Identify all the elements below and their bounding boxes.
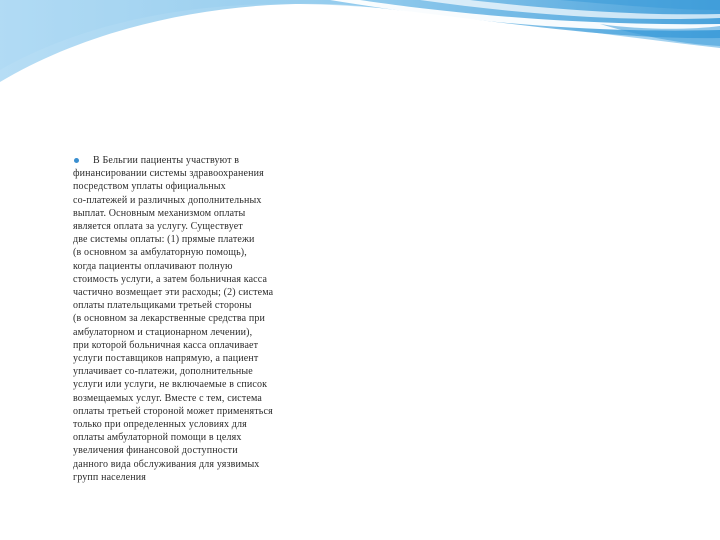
text-line: оплаты третьей стороной может применяться xyxy=(73,405,273,417)
text-line: уплачивает со-платежи, дополнительные xyxy=(73,366,253,378)
text-line: оплаты плательщиками третьей стороны xyxy=(73,300,252,312)
body-text-block xyxy=(73,154,315,484)
text-line: выплат. Основным механизмом оплаты xyxy=(73,207,246,219)
text-line: (в основном за лекарственные средства при xyxy=(73,313,266,325)
text-line: является оплата за услугу. Существует xyxy=(73,221,243,233)
bullet-dot-icon xyxy=(74,158,79,163)
text-line: увеличения финансовой доступности xyxy=(73,445,238,457)
text-line: при которой больничная касса оплачивает xyxy=(73,339,259,351)
text-line: групп населения xyxy=(73,471,146,483)
text-line: частично возмещает эти расходы; (2) система xyxy=(73,287,274,299)
text-line: две системы оплаты: (1) прямые платежи xyxy=(73,234,255,246)
text-line: только при определенных условиях для xyxy=(73,419,247,431)
text-line xyxy=(73,154,315,167)
text-line: оплаты амбулаторной помощи в целях xyxy=(73,432,242,444)
text-line: посредством уплаты официальных xyxy=(73,181,226,193)
text-line: когда пациенты оплачивают полную xyxy=(73,260,233,272)
text-line: услуги или услуги, не включаемые в список xyxy=(73,379,268,391)
text-line: финансировании системы здравоохранения xyxy=(73,168,264,180)
text-line: (в основном за амбулаторную помощь), xyxy=(73,247,247,259)
text-line: амбулаторном и стационарном лечении), xyxy=(73,326,253,338)
text-line: данного вида обслуживания для уязвимых xyxy=(73,458,260,470)
text-line: услуги поставщиков напрямую, а пациент xyxy=(73,353,259,365)
text-line: возмещаемых услуг. Вместе с тем, система xyxy=(73,392,262,404)
text-line: стоимость услуги, а затем больничная касса xyxy=(73,273,268,285)
text-line: со-платежей и различных дополнительных xyxy=(73,194,262,206)
header-wave-decoration xyxy=(0,0,720,90)
text-line-content: В Бельгии пациенты участвуют в xyxy=(93,155,240,166)
